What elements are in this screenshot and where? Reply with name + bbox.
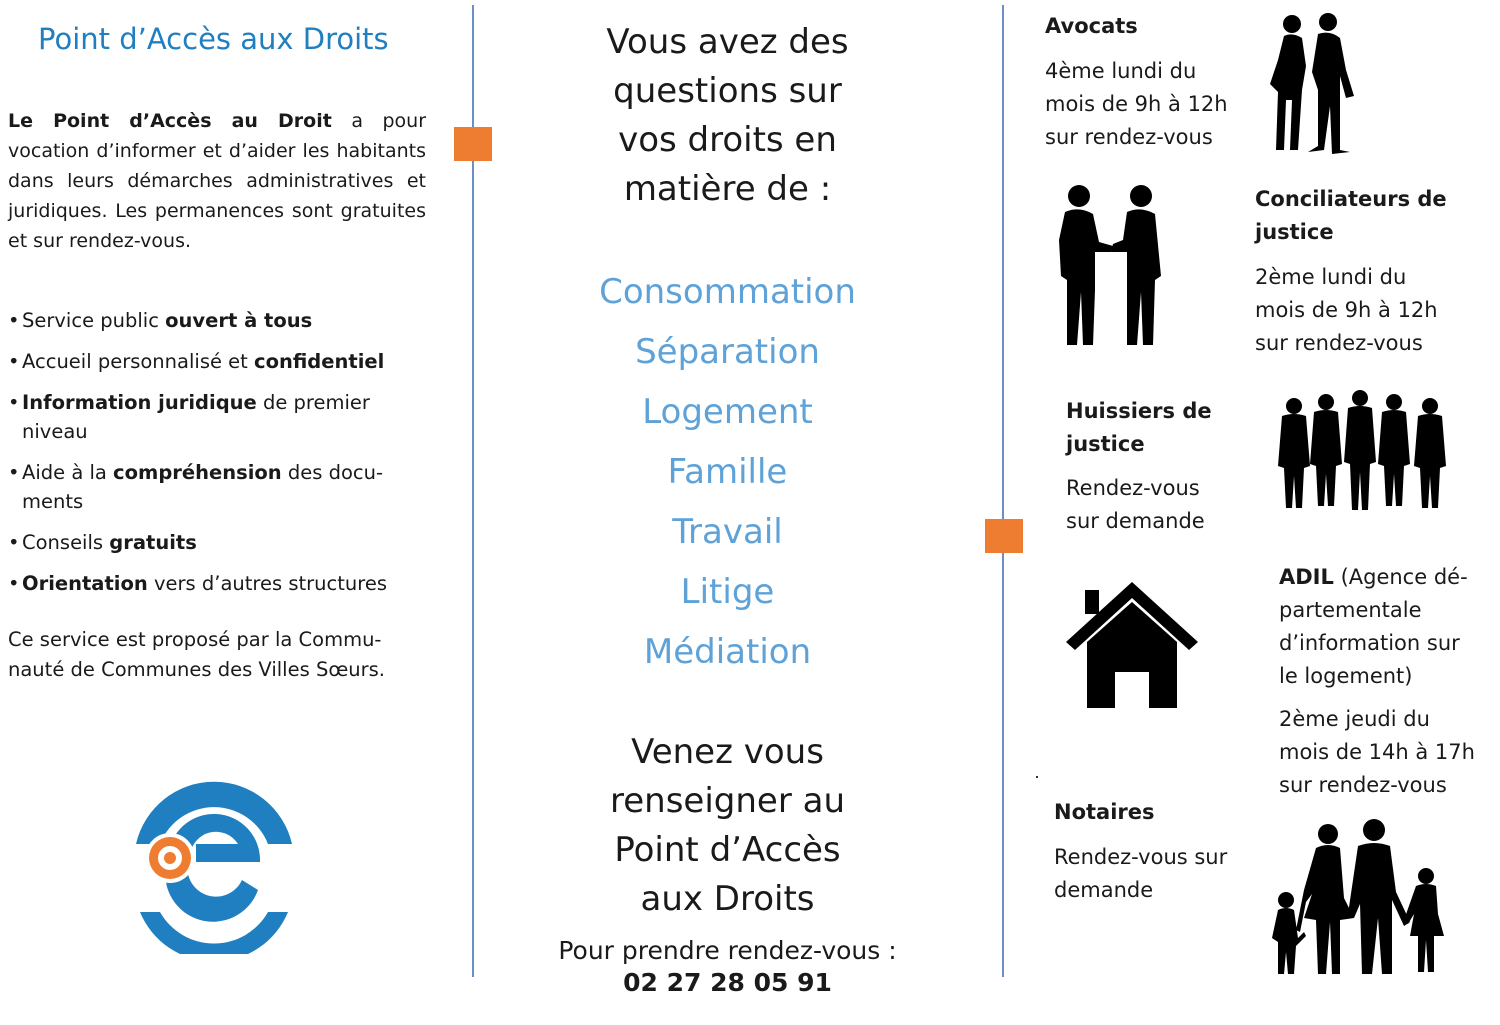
house-icon xyxy=(1065,580,1200,710)
conciliateurs-title: Conciliateurs de justice xyxy=(1255,187,1447,244)
topic-litige: Litige xyxy=(680,572,775,612)
topic-travail: Travail xyxy=(672,512,783,552)
huissiers-detail: Rendez-vous sur demande xyxy=(1066,476,1205,533)
logo-icon xyxy=(118,762,310,954)
topic-separation: Séparation xyxy=(635,332,820,372)
group-silhouette-icon xyxy=(1276,388,1461,513)
left-title: Point d’Accès aux Droits xyxy=(38,22,389,56)
list-item: • Information juridique de premier niveau xyxy=(8,388,428,446)
stray-dot xyxy=(1036,776,1038,778)
conciliateurs-detail: 2ème lundi du mois de 9h à 12h sur rendez-vous xyxy=(1255,265,1438,355)
feature-list xyxy=(8,306,428,610)
adil-title: ADIL (Agence dé- xyxy=(1279,565,1468,589)
list-item: • Aide à la compréhension des docu-ments xyxy=(8,458,428,516)
footer-text: Ce service est proposé par la Commu-nauté de Communes des Villes Sœurs. xyxy=(8,628,386,681)
list-item: • Service public ouvert à tous xyxy=(8,306,428,335)
list-item: • Orientation vers d’autres structures xyxy=(8,569,428,598)
avocats-detail: 4ème lundi du mois de 9h à 12h sur rendez-vous xyxy=(1045,59,1228,149)
orange-marker-bottom xyxy=(985,519,1023,553)
couple-silhouette-icon xyxy=(1262,10,1362,155)
intro-text: a pour vocation d’informer et d’aider les habitants dans leurs démarches administratives et juridiques. Les permanences sont gratuites et sur rendez-vous. xyxy=(8,110,427,252)
avocats-title: Avocats xyxy=(1045,14,1138,38)
adil-detail: 2ème jeudi du mois de 14h à 17h sur rendez-vous xyxy=(1279,707,1475,797)
adil-subtitle: partementale d’information sur le logement) xyxy=(1279,598,1460,688)
notaires-detail: Rendez-vous sur demande xyxy=(1054,845,1228,902)
topic-logement: Logement xyxy=(642,392,813,432)
list-item: • Conseils gratuits xyxy=(8,528,428,557)
notaires-title: Notaires xyxy=(1054,800,1155,824)
topic-famille: Famille xyxy=(667,452,788,492)
phone-number: 02 27 28 05 91 xyxy=(623,968,832,997)
handshake-silhouette-icon xyxy=(1055,180,1165,350)
intro-paragraph xyxy=(8,106,426,256)
list-item: • Accueil personnalisé et confidentiel xyxy=(8,347,428,376)
question-heading: Vous avez des questions sur vos droits en matière de : xyxy=(606,22,849,209)
topic-list xyxy=(500,268,955,688)
topic-mediation: Médiation xyxy=(643,632,812,672)
divider-right xyxy=(1002,5,1004,977)
appointment-label: Pour prendre rendez-vous : xyxy=(558,936,897,965)
intro-bold: Le Point d’Accès au Droit xyxy=(8,110,332,132)
orange-marker-top xyxy=(454,127,492,161)
family-silhouette-icon xyxy=(1268,818,1450,978)
invite-heading: Venez vous renseigner au Point d’Accès aux Droits xyxy=(610,732,845,919)
topic-consommation: Consommation xyxy=(599,272,856,312)
huissiers-title: Huissiers de justice xyxy=(1066,399,1212,456)
